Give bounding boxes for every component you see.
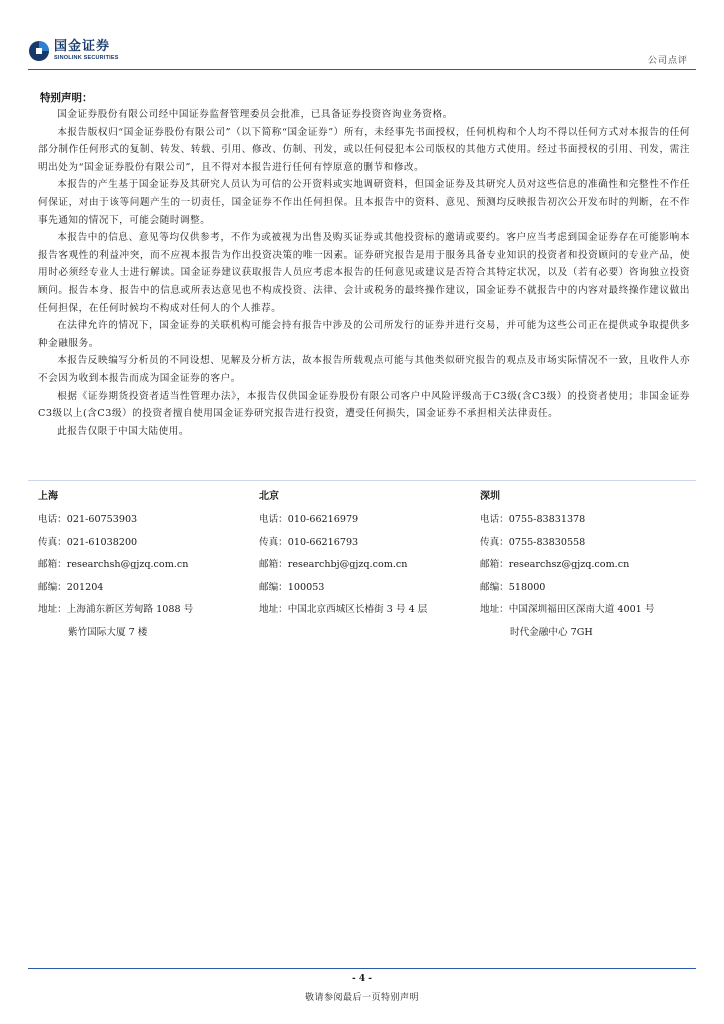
footer-note: 敬请参阅最后一页特别声明: [304, 993, 419, 1003]
offices-divider: [28, 480, 696, 481]
office-phone: 电话：010-66216979: [259, 514, 359, 525]
disclaimer-paragraph: 在法律允许的情况下，国金证券的关联机构可能会持有报告中涉及的公司所发行的证券并进行交易，并可能为这些公司正在提供或争取提供多种金融服务。: [38, 320, 690, 349]
disclaimer-paragraph: 本报告版权归“国金证券股份有限公司”（以下简称“国金证券”）所有，未经事先书面授权，任何机构和个人均不得以任何方式对本报告的任何部分制作任何形式的复制、转发、转载、引用、修改、仿制、刊发，或以任何侵犯本公司版权的其他方式使用。经过书面授权的引用、刊发，需注明出处为“国金证券股份有限公司”，且不得对本报告进行任何有悖原意的删节和修改。: [38, 126, 690, 173]
disclaimer-paragraph: 国金证券股份有限公司经中国证券监督管理委员会批准，已具备证券投资咨询业务资格。: [57, 109, 453, 120]
office-phone: 电话：021-60753903: [38, 514, 138, 525]
disclaimer-paragraph: 本报告反映编写分析员的不同设想、见解及分析方法，故本报告所载观点可能与其他类似研究报告的观点及市场实际情况不一致，且收件人亦不会因为收到本报告而成为国金证券的客户。: [38, 355, 690, 384]
footer-divider: [28, 968, 696, 969]
office-address: 地址：中国深圳福田区深南大道 4001 号: [480, 604, 655, 615]
office-fax: 传真：021-61038200: [38, 536, 138, 548]
disclaimer-body: [38, 106, 690, 440]
disclaimer-paragraph: 此报告仅限于中国大陆使用。: [57, 425, 190, 437]
header-divider: [28, 69, 696, 70]
logo-english-name: SINOLINK SECURITIES: [54, 55, 119, 61]
page-header: [28, 36, 696, 72]
office-address-cont: 时代金融中心 7GH: [510, 626, 593, 638]
disclaimer-paragraph: 根据《证券期货投资者适当性管理办法》，本报告仅供国金证券股份有限公司客户中风险评级高于C3级(含C3级）的投资者使用；非国金证券C3级以上(含C3级）的投资者擅自使用国金证券研究报告进行投资，遭受任何损失，国金证券不承担相关法律责任。: [38, 390, 690, 420]
office-city: 北京: [259, 491, 279, 502]
office-postcode: 邮编：201204: [38, 581, 104, 593]
office-phone: 电话：0755-83831378: [480, 514, 586, 525]
disclaimer-title: 特别声明：: [40, 92, 93, 104]
sinolink-logo-icon: [28, 40, 50, 62]
office-city: 上海: [38, 491, 58, 502]
office-contacts: [38, 487, 698, 637]
logo-chinese-name: 国金证券: [54, 39, 111, 54]
office-shanghai: [38, 487, 258, 648]
office-email: 邮箱：researchsz@gjzq.com.cn: [480, 559, 630, 570]
office-email: 邮箱：researchsh@gjzq.com.cn: [38, 559, 189, 570]
office-beijing: [259, 487, 479, 626]
office-address: 地址：上海浦东新区芳甸路 1088 号: [38, 604, 194, 615]
company-logo: [28, 40, 119, 62]
office-shenzhen: [480, 487, 700, 648]
disclaimer-paragraph: 本报告中的信息、意见等均仅供参考，不作为或被视为出售及购买证券或其他投资标的邀请或要约。客户应当考虑到国金证券存在可能影响本报告客观性的利益冲突，而不应视本报告为作出投资决策的唯一因素。证券研究报告是用于服务具备专业知识的投资者和投资顾问的专业产品，使用时必须经专业人士进行解读。国金证券建议获取报告人员应考虑本报告的任何意见或建议是否符合其特定状况，以及（若有必要）咨询独立投资顾问。报告本身、报告中的信息或所表达意见也不构成投资、法律、会计或税务的最终操作建议，国金证券不就报告中的内容对最终操作建议做出任何担保，在任何时候均不构成对任何人的个人推荐。: [38, 232, 690, 314]
office-city: 深圳: [480, 491, 500, 502]
office-fax: 传真：010-66216793: [259, 536, 359, 548]
office-address-cont: 紫竹国际大厦 7 楼: [68, 626, 148, 638]
office-postcode: 邮编：100053: [259, 581, 325, 593]
page-number: - 4 -: [352, 974, 372, 984]
office-email: 邮箱：researchbj@gjzq.com.cn: [259, 559, 408, 570]
office-postcode: 邮编：518000: [480, 581, 546, 593]
disclaimer-paragraph: 本报告的产生基于国金证券及其研究人员认为可信的公开资料或实地调研资料，但国金证券及其研究人员对这些信息的准确性和完整性不作任何保证，对由于该等问题产生的一切责任，国金证券不作出任何担保。且本报告中的资料、意见、预测均反映报告初次公开发布时的判断，在不作事先通知的情况下，可能会随时调整。: [38, 179, 690, 226]
office-fax: 传真：0755-83830558: [480, 536, 586, 548]
document-type: 公司点评: [647, 56, 688, 66]
office-address: 地址：中国北京西城区长椿街 3 号 4 层: [259, 604, 428, 615]
